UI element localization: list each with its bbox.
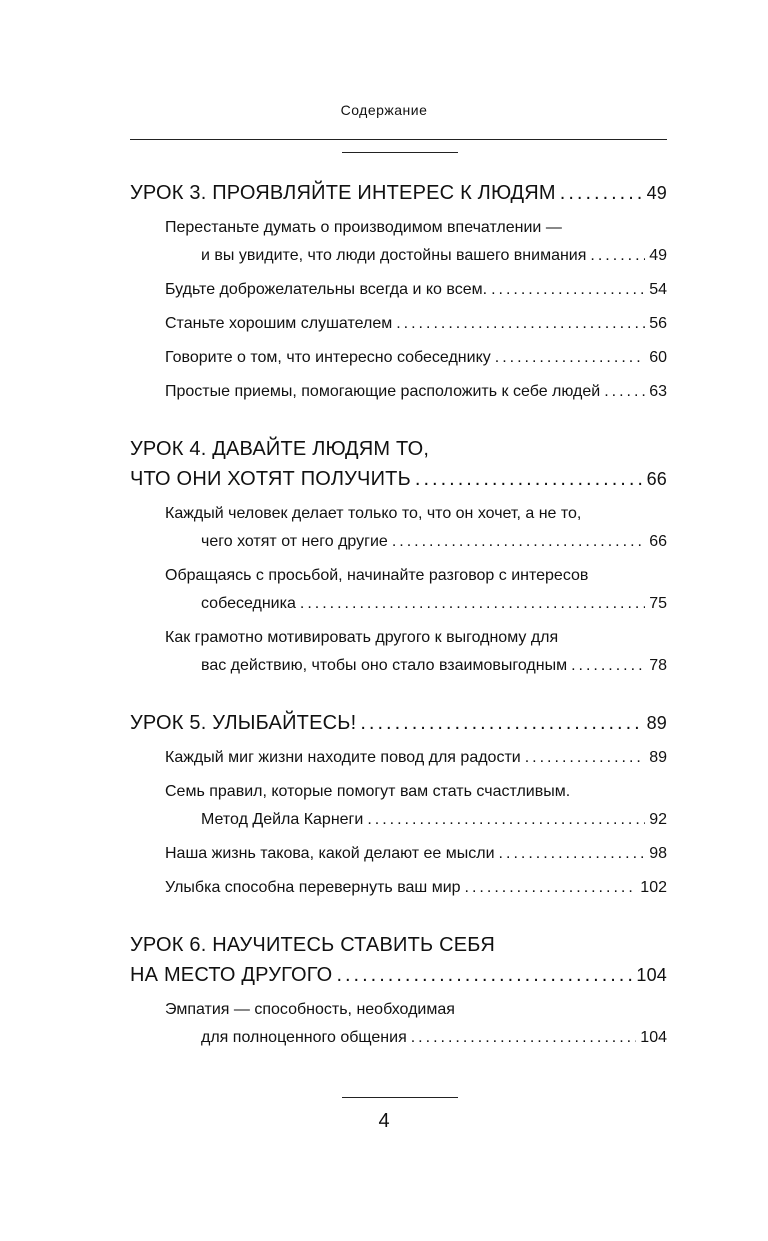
page-ref: 49 — [649, 247, 667, 264]
entry-text: вас действию, чтобы оно стало взаимовыгодным — [201, 657, 568, 674]
page-ref: 89 — [649, 749, 667, 766]
entry-text: Будьте доброжелательны всегда и ко всем. — [165, 281, 488, 298]
lesson-title: УРОК 6. НАУЧИТЕСЬ СТАВИТЬ СЕБЯ — [130, 934, 496, 956]
entry-text: для полноценного общения — [201, 1029, 407, 1046]
leader-dots — [411, 1024, 637, 1052]
toc-entry[interactable] — [165, 378, 667, 406]
page-ref: 66 — [649, 533, 667, 550]
page-number: 4 — [378, 1110, 390, 1132]
page-ref: 98 — [649, 845, 667, 862]
entry-text: Семь правил, которые помогут вам стать счастливым. — [165, 783, 571, 800]
table-of-contents — [130, 178, 667, 1080]
entry-text: чего хотят от него другие — [201, 533, 388, 550]
lesson-6 — [130, 930, 667, 1052]
toc-entry[interactable] — [165, 344, 667, 372]
entry-text: Перестаньте думать о производимом впечатлении — — [165, 219, 562, 236]
page-ref: 49 — [646, 183, 667, 203]
toc-entry[interactable] — [165, 744, 667, 772]
lesson-title-row[interactable] — [130, 178, 667, 208]
toc-entry[interactable] — [165, 562, 667, 618]
entry-text: Простые приемы, помогающие расположить к себе людей — [165, 383, 601, 400]
page-ref: 66 — [646, 469, 667, 489]
page-ref: 60 — [649, 349, 667, 366]
page-ref: 104 — [636, 965, 667, 985]
entry-text: Как грамотно мотивировать другого к выгодному для — [165, 629, 559, 646]
entry-text: Наша жизнь такова, какой делают ее мысли — [165, 845, 495, 862]
toc-entry[interactable] — [165, 624, 667, 680]
lesson-title: НА МЕСТО ДРУГОГО — [130, 964, 333, 986]
lesson-title: УРОК 4. ДАВАЙТЕ ЛЮДЯМ ТО, — [130, 438, 430, 460]
toc-entry[interactable] — [165, 310, 667, 338]
leader-dots — [465, 874, 637, 902]
leader-dots — [360, 708, 642, 738]
header-short-rule — [342, 152, 458, 153]
toc-entry[interactable] — [165, 778, 667, 834]
page-ref: 78 — [649, 657, 667, 674]
toc-entry[interactable] — [165, 840, 667, 868]
leader-dots — [499, 840, 646, 868]
page-ref: 63 — [649, 383, 667, 400]
entry-text: Говорите о том, что интересно собеседнику — [165, 349, 491, 366]
entry-text: Станьте хорошим слушателем — [165, 315, 393, 332]
lesson-4 — [130, 434, 667, 680]
page-ref: 102 — [640, 879, 667, 896]
toc-entry[interactable] — [165, 874, 667, 902]
lesson-title-row[interactable] — [130, 708, 667, 738]
leader-dots — [560, 178, 643, 208]
toc-entry[interactable] — [165, 500, 667, 556]
leader-dots — [415, 464, 643, 494]
entry-text: Обращаясь с просьбой, начинайте разговор с интересов — [165, 567, 589, 584]
leader-dots — [604, 378, 645, 406]
leader-dots — [392, 528, 645, 556]
running-header: Содержание — [340, 102, 428, 118]
leader-dots — [491, 276, 645, 304]
page-ref: 56 — [649, 315, 667, 332]
leader-dots — [300, 590, 645, 618]
page-ref: 89 — [646, 713, 667, 733]
toc-entry[interactable] — [165, 996, 667, 1052]
leader-dots — [571, 652, 645, 680]
lesson-title: ЧТО ОНИ ХОТЯТ ПОЛУЧИТЬ — [130, 468, 411, 490]
footer-rule — [342, 1097, 458, 1098]
entry-text: и вы увидите, что люди достойны вашего внимания — [201, 247, 587, 264]
entry-text: Улыбка способна перевернуть ваш мир — [165, 879, 461, 896]
entry-text: собеседника — [201, 595, 296, 612]
lesson-title: УРОК 3. ПРОЯВЛЯЙТЕ ИНТЕРЕС К ЛЮДЯМ — [130, 182, 556, 204]
header-rule — [130, 139, 667, 140]
page-ref: 75 — [649, 595, 667, 612]
page-ref: 104 — [640, 1029, 667, 1046]
entry-text: Каждый миг жизни находите повод для радости — [165, 749, 521, 766]
lesson-5 — [130, 708, 667, 902]
leader-dots — [495, 344, 645, 372]
lesson-title: УРОК 5. УЛЫБАЙТЕСЬ! — [130, 712, 357, 734]
lesson-title-row[interactable] — [130, 434, 667, 494]
entry-text: Каждый человек делает только то, что он хочет, а не то, — [165, 505, 582, 522]
leader-dots — [590, 242, 645, 270]
leader-dots — [525, 744, 645, 772]
leader-dots — [367, 806, 645, 834]
page-ref: 54 — [649, 281, 667, 298]
entry-text: Метод Дейла Карнеги — [201, 811, 364, 828]
toc-entry[interactable] — [165, 214, 667, 270]
leader-dots — [396, 310, 645, 338]
toc-entry[interactable] — [165, 276, 667, 304]
page-ref: 92 — [649, 811, 667, 828]
lesson-3 — [130, 178, 667, 406]
entry-text: Эмпатия — способность, необходимая — [165, 1001, 455, 1018]
lesson-title-row[interactable] — [130, 930, 667, 990]
leader-dots — [336, 960, 632, 990]
